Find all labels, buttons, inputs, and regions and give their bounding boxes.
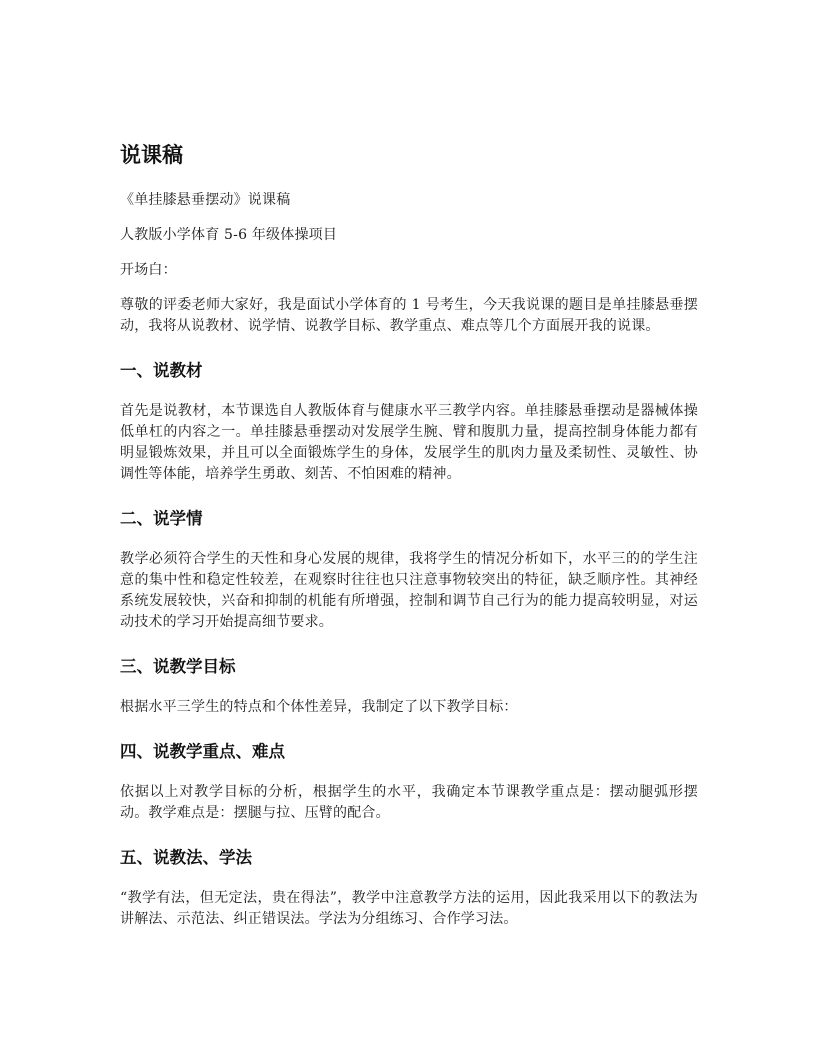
- section-heading-students: 二、说学情: [120, 509, 203, 528]
- section-heading-key-points: 四、说教学重点、难点: [120, 742, 285, 761]
- opening-paragraph: 尊敬的评委老师大家好，我是面试小学体育的 1 号考生，今天我说课的题目是单挂膝悬垂摆动，我将从说教材、说学情、说教学目标、教学重点、难点等几个方面展开我的说课。: [120, 297, 698, 334]
- lesson-title-line: 《单挂膝悬垂摆动》说课稿: [120, 192, 291, 208]
- section-body-key-points: 依据以上对教学目标的分析，根据学生的水平，我确定本节课教学重点是：摆动腿弧形摆动。教学难点是：摆腿与拉、压臂的配合。: [120, 784, 698, 821]
- section-body-textbook: 首先是说教材，本节课选自人教版体育与健康水平三教学内容。单挂膝悬垂摆动是器械体操低单杠的内容之一。单挂膝悬垂摆动对发展学生腕、臂和腹肌力量，提高控制身体能力都有明显锻炼效果，并且可以全面锻炼学生的身体，发展学生的肌肉力量及柔韧性、灵敏性、协调性等体能，培养学生勇敢、刻苦、不怕困难的精神。: [120, 403, 698, 482]
- textbook-info-line: 人教版小学体育 5-6 年级体操项目: [120, 227, 338, 243]
- section-body-methods: “教学有法，但无定法，贵在得法”，教学中注意教学方法的运用，因此我采用以下的教法为讲解法、示范法、纠正错误法。学法为分组练习、合作学习法。: [120, 890, 698, 927]
- opening-label: 开场白：: [120, 262, 177, 278]
- section-body-objectives: 根据水平三学生的特点和个体性差异，我制定了以下教学目标：: [120, 699, 518, 715]
- section-heading-objectives: 三、说教学目标: [120, 657, 236, 676]
- document-page: [120, 138, 698, 944]
- section-heading-textbook: 一、说教材: [120, 361, 203, 380]
- section-heading-methods: 五、说教法、学法: [120, 848, 252, 867]
- section-body-students: 教学必须符合学生的天性和身心发展的规律，我将学生的情况分析如下，水平三的的学生注意的集中性和稳定性较差，在观察时往往也只注意事物较突出的特征，缺乏顺序性。其神经系统发展较快，兴奋和抑制的机能有所增强，控制和调节自己行为的能力提高较明显，对运动技术的学习开始提高细节要求。: [120, 551, 698, 630]
- document-title: 说课稿: [120, 143, 183, 167]
